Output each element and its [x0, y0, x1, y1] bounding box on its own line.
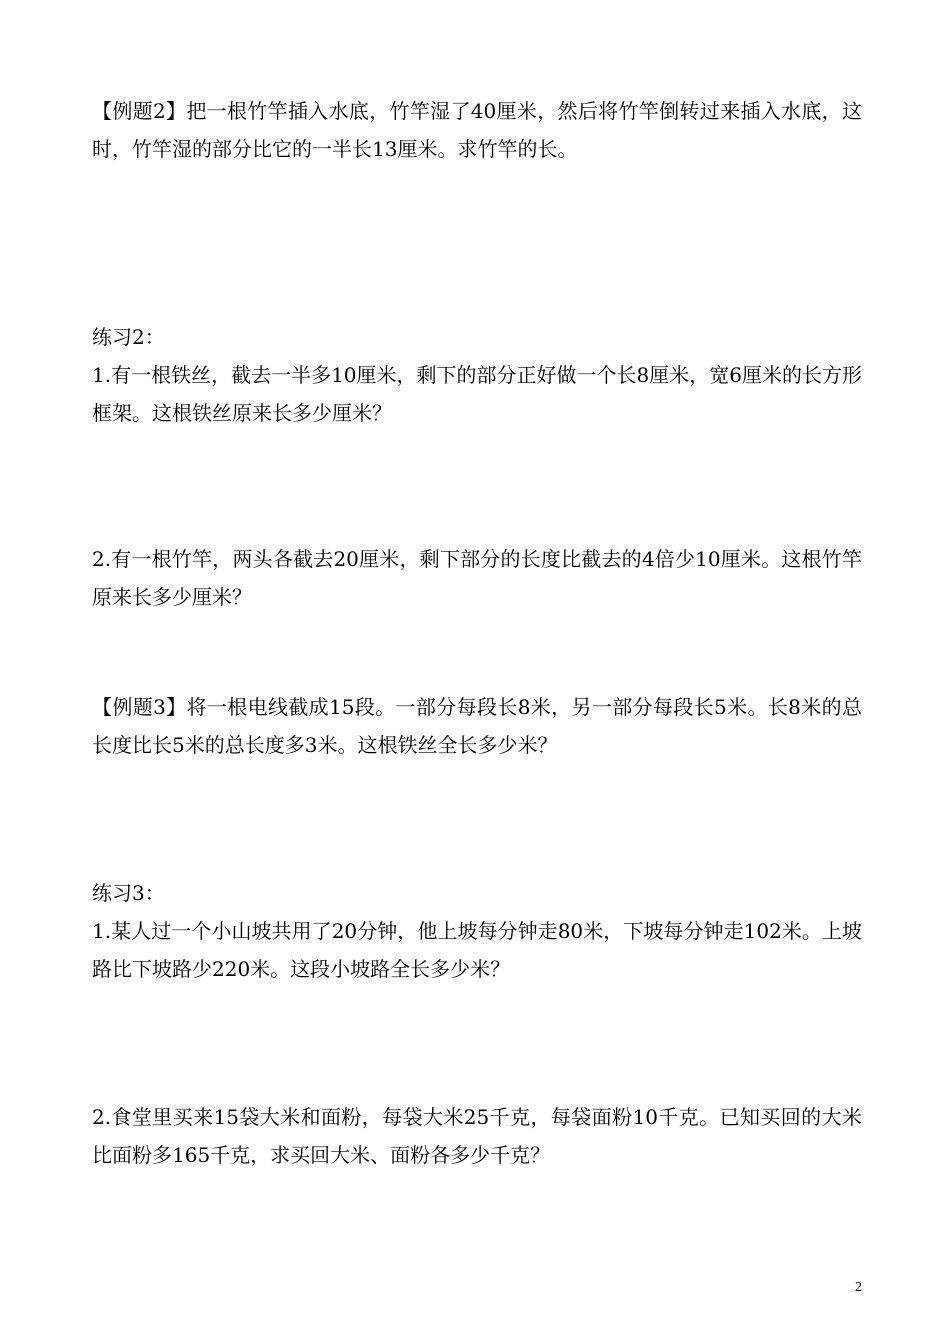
example-2: 【例题2】把一根竹竿插入水底，竹竿湿了40厘米，然后将竹竿倒转过来插入水底，这时，竹竿湿的部分比它的一半长13厘米。求竹竿的长。: [92, 99, 862, 161]
practice-2-question-2: 2.有一根竹竿，两头各截去20厘米，剩下部分的长度比截去的4倍少10厘米。这根竹竿原来长多少厘米？: [92, 547, 862, 609]
example-3: 【例题3】将一根电线截成15段。一部分每段长8米，另一部分每段长5米。长8米的总长度比长5米的总长度多3米。这根铁丝全长多少米？: [92, 695, 862, 757]
practice-3-question-1: 1.某人过一个小山坡共用了20分钟，他上坡每分钟走80米，下坡每分钟走102米。上坡路比下坡路少220米。这段小坡路全长多少米？: [92, 919, 862, 981]
practice-2-question-1: 1.有一根铁丝，截去一半多10厘米，剩下的部分正好做一个长8厘米，宽6厘米的长方形框架。这根铁丝原来长多少厘米？: [92, 363, 862, 425]
practice-3-heading: 练习3：: [92, 881, 165, 905]
practice-3-question-2: 2.食堂里买来15袋大米和面粉，每袋大米25千克，每袋面粉10千克。已知买回的大米比面粉多165千克，求买回大米、面粉各多少千克？: [92, 1105, 862, 1167]
page-number: 2: [855, 1280, 862, 1295]
practice-2-heading: 练习2：: [92, 325, 165, 349]
